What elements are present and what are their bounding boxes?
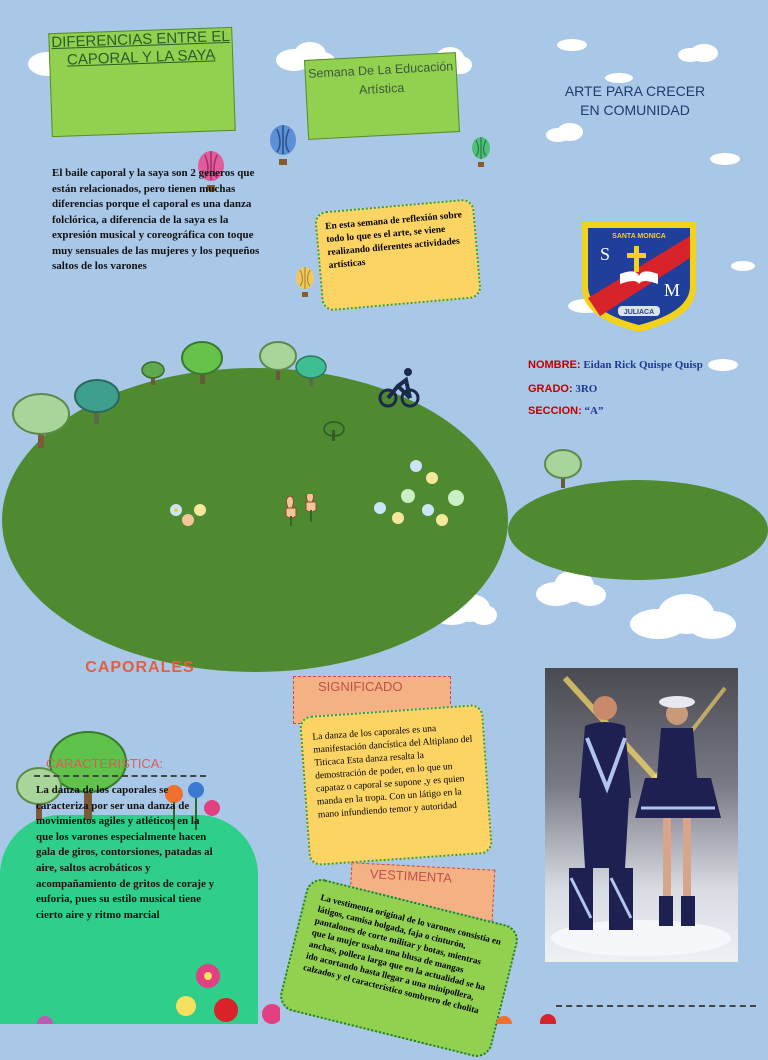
tree-icon xyxy=(140,360,166,386)
cloud-icon xyxy=(730,258,756,272)
tree-icon xyxy=(258,340,298,382)
hot-air-balloon-icon xyxy=(294,266,316,298)
cloud-icon xyxy=(708,148,742,166)
flowers-icon xyxy=(160,962,280,1024)
cyclist-icon xyxy=(378,366,420,408)
small-hill xyxy=(508,480,768,580)
nombre-row xyxy=(528,359,703,371)
caracteristica-divider xyxy=(34,775,206,777)
reflexion-text: En esta semana de reflexión sobre todo lo que es el arte, se viene realizando diferentes actividades artísticas xyxy=(324,210,463,272)
cloud-icon xyxy=(706,356,740,372)
significado-title: SIGNIFICADO xyxy=(318,679,403,694)
dancers-photo xyxy=(545,668,738,962)
vestimenta-text: La vestimenta original de lo varones consistía en látigos, camisa holgada, faja o cinturón, pantalones de corte militar y botas, mientras que la mujer usaba una blusa de mangas anchas, pollera larga que en la actualidad se ha ido acortando hasta llegar a una minipollera, calzados y el característico sombrero de cholita xyxy=(302,892,503,1016)
logo-top-text: SANTA MONICA xyxy=(612,233,666,240)
logo-letter-m: M xyxy=(664,280,681,300)
cloud-icon xyxy=(676,42,720,64)
tree-icon xyxy=(322,420,346,442)
tree-icon xyxy=(294,354,328,388)
vestimenta-title: VESTIMENTA xyxy=(369,866,453,886)
tulip-icon xyxy=(280,494,328,530)
school-logo xyxy=(578,218,700,336)
flowers-icon xyxy=(30,1010,60,1024)
significado-card xyxy=(299,704,493,866)
nombre-label: NOMBRE: xyxy=(528,359,581,371)
tree-icon xyxy=(72,378,122,426)
dancers-illustration xyxy=(545,668,738,962)
bottom-divider xyxy=(556,1005,756,1007)
flowers-icon xyxy=(490,1010,570,1024)
cloud-icon xyxy=(544,122,586,144)
seccion-label: SECCION: xyxy=(528,405,582,417)
hot-air-balloon-icon xyxy=(268,124,298,166)
cloud-icon xyxy=(556,34,588,52)
caporales-title: CAPORALES xyxy=(85,659,195,676)
caracteristica-title: CARACTERISTICA: xyxy=(46,756,164,771)
caracteristica-text: La danza de los caporales se caracteriza por ser una danza de movimientos agiles y atléticos en la que los varones especialmente hacen gala de giros, contorsiones, patadas al aire, saltos acrobáticos y acompañamiento de gritos de coraje y euforia, pues su estilo musical tiene cierto aire y ritmo marcial xyxy=(36,784,215,921)
grado-row xyxy=(528,383,597,395)
significado-text: La danza de los caporales es una manifestación dancística del Altiplano del Titicaca Esta danza resalta la demostración de poder, en lo que un capataz o caporal se supone ,y es quien manda en la tropa. Con un látigo en la mano infundiendo temor y autoridad xyxy=(312,724,473,821)
seccion-value: “A” xyxy=(584,405,604,417)
cloud-icon xyxy=(628,590,738,642)
logo-letter-s: S xyxy=(600,244,611,264)
arte-heading: ARTE PARA CRECER EN COMUNIDAD xyxy=(564,83,706,118)
seccion-row xyxy=(528,405,603,417)
nombre-value: Eidan Rick Quispe Quisp xyxy=(583,359,703,371)
tree-icon xyxy=(180,340,226,386)
tree-icon xyxy=(542,448,584,490)
grado-value: 3RO xyxy=(575,383,598,395)
reflexion-card xyxy=(314,198,482,312)
semana-title: Semana De La Educación Artística xyxy=(307,59,454,98)
page-title: DIFERENCIAS ENTRE EL CAPORAL Y LA SAYA xyxy=(51,27,230,69)
logo-bottom-text: JULIACA xyxy=(623,309,655,316)
grado-label: GRADO: xyxy=(528,383,573,395)
semana-box xyxy=(304,52,460,140)
flowers-icon xyxy=(370,458,466,530)
tree-icon xyxy=(10,390,72,450)
title-box xyxy=(48,27,236,137)
intro-text: El baile caporal y la saya son 2 generos que están relacionados, pero tienen muchas diferencias porque el caporal es una danza folclórica, a diferencia de la saya es la expresión musical y coreográfica con toque muy sensuales de las mujeres y los pequeños saltos de los varones xyxy=(52,167,260,272)
hot-air-balloon-icon xyxy=(470,136,492,168)
flowers-icon xyxy=(166,500,210,528)
